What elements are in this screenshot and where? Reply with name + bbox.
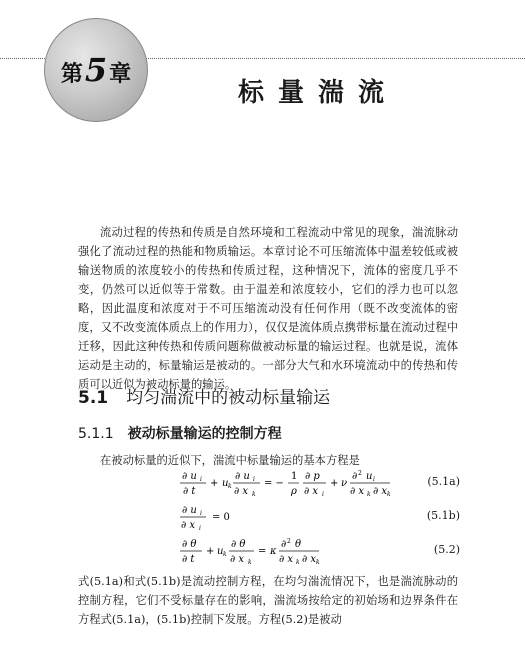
svg-text:∂ x: ∂ x	[234, 486, 248, 497]
svg-text:k: k	[296, 559, 300, 565]
svg-text:∂ t: ∂ t	[183, 486, 196, 497]
svg-text:∂ u: ∂ u	[182, 505, 197, 516]
equation-5-2	[180, 537, 460, 565]
equation-5-2-formula	[180, 537, 410, 565]
svg-text:= 0: = 0	[212, 512, 230, 523]
chapter-badge-prefix: 第	[60, 61, 83, 87]
intro-paragraph: 流动过程的传热和传质是自然环境和工程流动中常见的现象，湍流脉动强化了流动过程的热能和物质输运。本章讨论不可压缩流体中温差较低或被输送物质的浓度较小的传热和传质过程，这种情况下，流体的密度几乎不变，仍然可以近似等于常数。由于温差和浓度较小，它们的浮力也可以忽略，因此温度和浓度对于不可压缩流动没有任何作用（既不改变流体的密度，又不改变流体质点上的作用力），仅仅是流体质点携带标量在流动过程中迁移，因此这种传热和传质问题称做被动标量的输运过程。也就是说，流体运动是主动的，标量输运是被动的。一部分大气和水环境流动中的传热和传质可以近似为被动标量的输运。	[78, 226, 458, 391]
equation-5-2-label: (5.2)	[433, 543, 460, 556]
svg-text:i: i	[253, 476, 255, 483]
svg-text:ν: ν	[341, 478, 348, 489]
svg-text:i: i	[200, 510, 202, 517]
svg-text:+: +	[330, 478, 339, 489]
svg-text:k: k	[223, 551, 227, 558]
svg-text:∂ x: ∂ x	[304, 486, 318, 497]
lead-paragraph: 在被动标量的近似下，湍流中标量输运的基本方程是	[100, 454, 360, 467]
subsection-heading	[78, 423, 282, 443]
svg-text:∂ x: ∂ x	[279, 554, 293, 565]
svg-text:θ: θ	[295, 539, 302, 550]
svg-text:i: i	[200, 476, 202, 483]
equation-5-1b-label: (5.1b)	[426, 509, 460, 522]
svg-text:+: +	[206, 546, 215, 557]
svg-text:u: u	[217, 546, 224, 557]
chapter-badge-number: 5	[84, 51, 108, 89]
svg-text:k: k	[316, 559, 320, 565]
svg-text:k: k	[387, 491, 391, 497]
chapter-badge	[44, 18, 148, 122]
svg-text:∂ x: ∂ x	[181, 520, 195, 531]
svg-text:i: i	[373, 476, 375, 483]
svg-text:∂ θ: ∂ θ	[231, 539, 246, 550]
subsection-title: 被动标量输运的控制方程	[127, 426, 282, 442]
equation-5-1a	[180, 469, 460, 497]
svg-text:ρ: ρ	[291, 486, 297, 497]
chapter-title: 标量湍流	[238, 78, 399, 108]
svg-text:2: 2	[358, 470, 362, 477]
chapter-badge-suffix: 章	[109, 61, 132, 87]
svg-text:∂ x: ∂ x	[302, 554, 316, 565]
equation-5-1a-formula	[180, 469, 410, 497]
svg-text:=: =	[258, 546, 267, 557]
svg-text:∂ θ: ∂ θ	[182, 539, 197, 550]
svg-text:∂ x: ∂ x	[373, 486, 387, 497]
equation-5-1b	[180, 503, 460, 531]
svg-text:+: +	[210, 478, 219, 489]
section-number: 5.1	[78, 388, 109, 408]
svg-text:∂ u: ∂ u	[235, 471, 250, 482]
svg-text:i: i	[322, 491, 324, 497]
svg-text:∂ p: ∂ p	[305, 471, 320, 482]
svg-text:k: k	[367, 491, 371, 497]
svg-text:2: 2	[287, 538, 291, 545]
svg-text:∂ u: ∂ u	[182, 471, 197, 482]
subsection-number: 5.1.1	[78, 426, 114, 442]
svg-text:= −: = −	[264, 478, 284, 489]
svg-text:∂ t: ∂ t	[182, 554, 195, 565]
svg-text:∂ x: ∂ x	[230, 554, 244, 565]
svg-text:i: i	[199, 525, 201, 531]
svg-text:∂ x: ∂ x	[350, 486, 364, 497]
svg-text:k: k	[248, 559, 252, 565]
svg-text:∂: ∂	[281, 539, 287, 550]
svg-text:k: k	[252, 491, 256, 497]
after-equations-paragraph: 式(5.1a)和式(5.1b)是流动控制方程，在均匀湍流情况下，也是湍流脉动的控制方程，它们不受标量存在的影响，湍流场按给定的初始场和边界条件在方程式(5.1a)，(5.1b)控制下发展。方程(5.2)是被动	[78, 575, 458, 626]
equation-5-1b-formula	[180, 503, 410, 531]
equation-5-1a-label: (5.1a)	[427, 475, 460, 488]
svg-text:u: u	[366, 471, 373, 482]
svg-text:u: u	[222, 478, 229, 489]
section-heading	[78, 383, 330, 408]
svg-text:κ: κ	[270, 546, 277, 557]
section-title: 均匀湍流中的被动标量输运	[126, 388, 331, 408]
svg-text:∂: ∂	[352, 471, 358, 482]
svg-text:k: k	[228, 483, 232, 490]
chapter-badge-label	[45, 51, 147, 89]
svg-text:1: 1	[291, 471, 298, 482]
